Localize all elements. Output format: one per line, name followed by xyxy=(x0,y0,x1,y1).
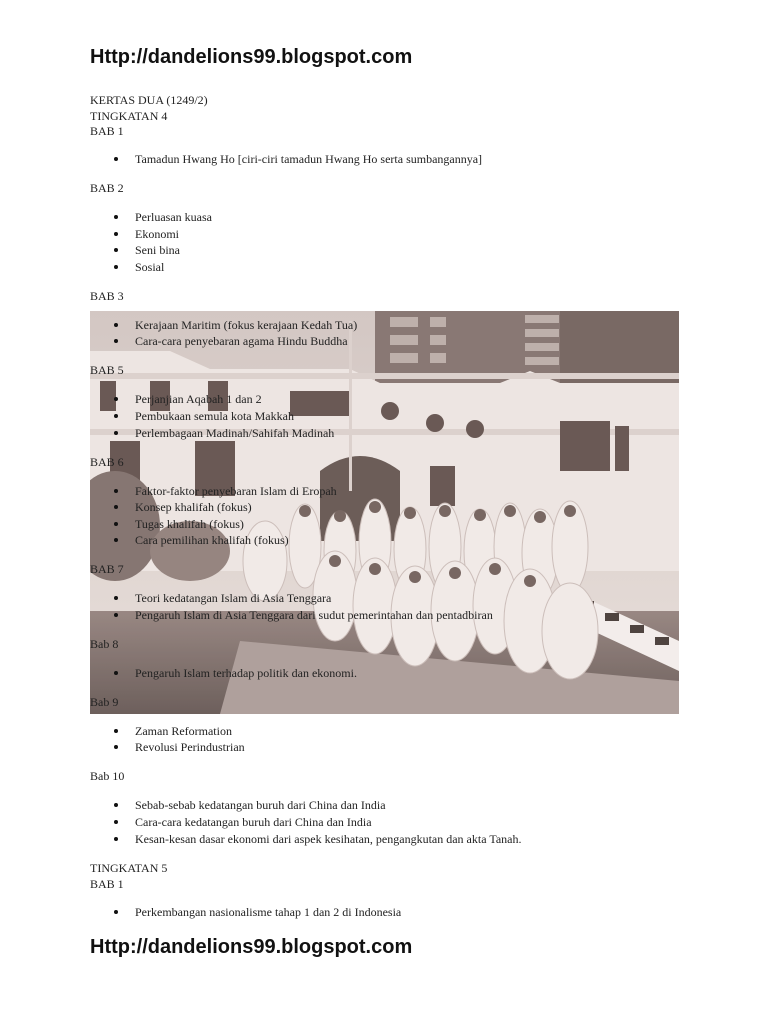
form4-label: TINGKATAN 4 xyxy=(90,109,168,123)
chapter-title: BAB 1 xyxy=(90,124,124,138)
chapter-title: BAB 6 xyxy=(90,455,124,469)
chapter-title: BAB 1 xyxy=(90,877,124,891)
chapter-title: Bab 8 xyxy=(90,637,119,651)
chapter-title: BAB 7 xyxy=(90,562,124,576)
chapter-title: Bab 9 xyxy=(90,695,119,709)
chapter-title: BAB 2 xyxy=(90,181,124,195)
footer-url[interactable]: Http://dandelions99.blogspot.com xyxy=(90,936,413,958)
chapter-title: Bab 10 xyxy=(90,769,125,783)
chapter-title: BAB 3 xyxy=(90,289,124,303)
chapter-title: BAB 5 xyxy=(90,363,124,377)
document-page: Http://dandelions99.blogspot.com KERTAS DUA (1249/2) TINGKATAN 4 BAB 1 Tamadun Hwang Ho [ciri-ciri tamadun Hwang Ho serta sumbangannya] BAB 2 Perluasan kuasa Ekonomi Seni bina Sosial BAB 3 Kerajaan Maritim (fokus kerajaan Kedah Tua) Cara-cara penyebaran agama Hindu Buddha BAB 5 Perjanjian Aqabah 1 dan 2 Pembukaan semula kota Makkah Perlembagaan Madinah/Sahifah Madinah BAB 6 Faktor-faktor penyebaran Islam di Eropah Konsep khalifah (fokus) Tugas khalifah (fokus) Cara pemilihan khalifah (fokus) BAB 7 Teori kedatangan Islam di Asia Tenggara Pengaruh Islam di Asia Tenggara dari sudut pemerintahan dan pentadbiran Bab 8 Pengaruh Islam terhadap politik dan ekonomi. Bab 9 Zaman Reformation Revolusi Perindustrian Bab 10 Sebab-sebab kedatangan buruh dari China dan India Cara-cara kedatangan buruh dari China dan India Kesan-kesan dasar ekonomi dari aspek kesihatan, pengangkutan dan akta Tanah. TINGKATAN 5 BAB 1 Perkembangan nasionalisme tahap 1 dan 2 di Indonesia Http://dandelions99.blogspot.com xyxy=(90,46,522,958)
form5-label: TINGKATAN 5 xyxy=(90,861,168,875)
paper-title: KERTAS DUA (1249/2) xyxy=(90,93,208,107)
header-url[interactable]: Http://dandelions99.blogspot.com xyxy=(90,46,413,68)
